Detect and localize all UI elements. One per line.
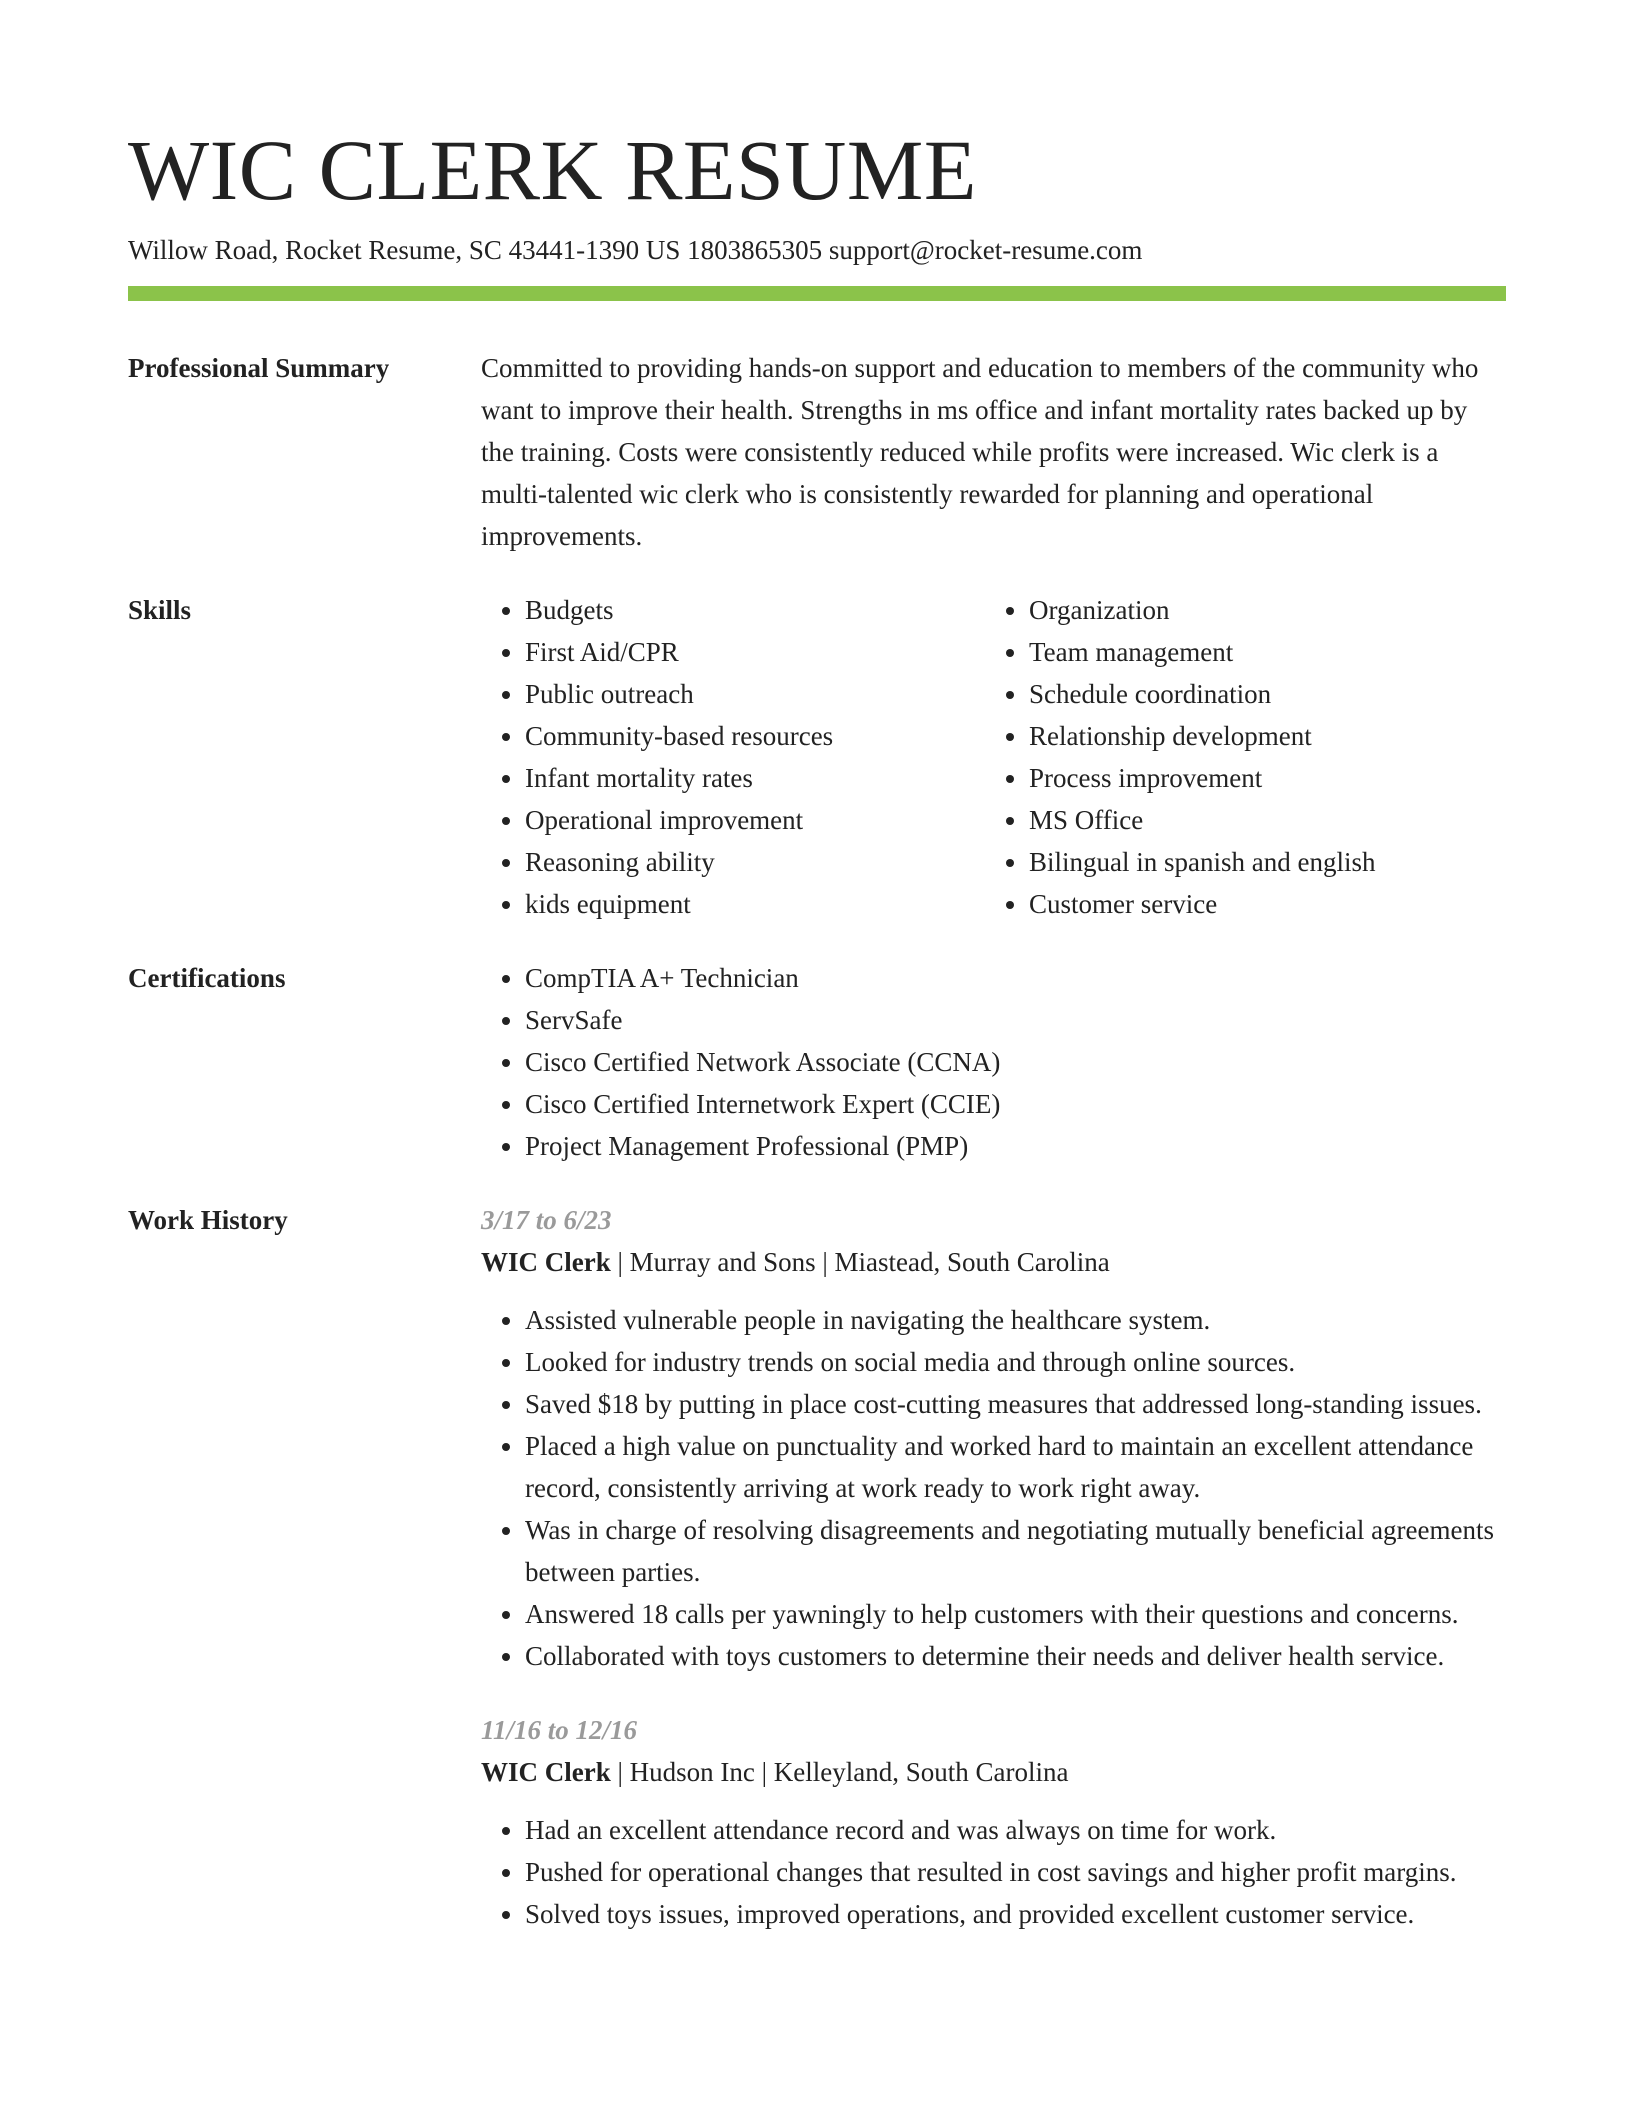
summary-text: Committed to providing hands-on support and education to members of the community who want to improve their health. Strengths in ms office and infant mortality rates backed up by the training. Costs were consistently reduced while profits were increased. Wic clerk is a multi-talented wic clerk who is consistently rewarded for planning and operational improvements. <box>481 353 1479 551</box>
section-label-certifications: Certifications <box>128 963 286 993</box>
section-label-skills: Skills <box>128 595 192 625</box>
skill-item: • kids equipment <box>525 883 985 925</box>
skills-list-left <box>481 589 985 925</box>
job-bullet: • Solved toys issues, improved operations, and provided excellent customer service. <box>525 1893 1506 1935</box>
resume-page <box>128 120 1506 1935</box>
skill-item: • Schedule coordination <box>1029 673 1489 715</box>
job-date: 11/16 to 12/16 <box>481 1715 638 1745</box>
job-bullet: • Pushed for operational changes that resulted in cost savings and higher profit margins. <box>525 1851 1506 1893</box>
job-details: | Hudson Inc | Kelleyland, South Carolina <box>610 1757 1069 1787</box>
skill-item: • Infant mortality rates <box>525 757 985 799</box>
job-entry <box>481 1709 1506 1935</box>
skill-item: • Relationship development <box>1029 715 1489 757</box>
job-title: WIC Clerk <box>481 1757 611 1787</box>
job-bullet: • Answered 18 calls per yawningly to help customers with their questions and concerns. <box>525 1593 1506 1635</box>
certification-item: • Cisco Certified Network Associate (CCNA) <box>525 1041 1506 1083</box>
section-label-summary: Professional Summary <box>128 353 390 383</box>
job-heading <box>481 1751 1506 1793</box>
job-entry <box>481 1199 1506 1677</box>
skill-item: • Organization <box>1029 589 1489 631</box>
header-divider <box>128 286 1506 301</box>
skill-item: • Budgets <box>525 589 985 631</box>
skill-item: • Public outreach <box>525 673 985 715</box>
skill-item: • Customer service <box>1029 883 1489 925</box>
contact-line: Willow Road, Rocket Resume, SC 43441-1390 US 1803865305 support@rocket-resume.com <box>128 235 1143 265</box>
job-details: | Murray and Sons | Miastead, South Carolina <box>610 1247 1110 1277</box>
skill-item: • Reasoning ability <box>525 841 985 883</box>
certifications-list <box>481 957 1506 1167</box>
job-date: 3/17 to 6/23 <box>481 1205 612 1235</box>
job-bullet: • Had an excellent attendance record and was always on time for work. <box>525 1809 1506 1851</box>
job-bullet: • Saved $18 by putting in place cost-cutting measures that addressed long-standing issues. <box>525 1383 1506 1425</box>
certification-item: • Cisco Certified Internetwork Expert (CCIE) <box>525 1083 1506 1125</box>
job-bullets <box>481 1299 1506 1677</box>
skill-item: • MS Office <box>1029 799 1489 841</box>
section-label-work-history: Work History <box>128 1205 288 1235</box>
section-professional-summary <box>128 347 1506 557</box>
certification-item: • ServSafe <box>525 999 1506 1041</box>
job-bullet: • Assisted vulnerable people in navigating the healthcare system. <box>525 1299 1506 1341</box>
job-bullet: • Looked for industry trends on social media and through online sources. <box>525 1341 1506 1383</box>
skill-item: • Team management <box>1029 631 1489 673</box>
certifications-body <box>481 957 1506 1167</box>
section-work-history <box>128 1199 1506 1935</box>
skills-body <box>481 589 1506 925</box>
job-bullet: • Placed a high value on punctuality and worked hard to maintain an excellent attendance record, consistently arriving at work ready to work right away. <box>525 1425 1506 1509</box>
job-bullet: • Collaborated with toys customers to determine their needs and deliver health service. <box>525 1635 1506 1677</box>
skill-item: • Operational improvement <box>525 799 985 841</box>
skills-list-right <box>985 589 1489 925</box>
section-skills <box>128 589 1506 925</box>
skill-item: • First Aid/CPR <box>525 631 985 673</box>
certification-item: • CompTIA A+ Technician <box>525 957 1506 999</box>
skills-column-right <box>985 589 1489 925</box>
work-history-body <box>481 1199 1506 1935</box>
certification-item: • Project Management Professional (PMP) <box>525 1125 1506 1167</box>
job-title: WIC Clerk <box>481 1247 611 1277</box>
job-heading <box>481 1241 1506 1283</box>
job-bullet: • Was in charge of resolving disagreements and negotiating mutually beneficial agreements between parties. <box>525 1509 1506 1593</box>
skills-column-left <box>481 589 985 925</box>
skill-item: • Process improvement <box>1029 757 1489 799</box>
skill-item: • Community-based resources <box>525 715 985 757</box>
page-title: WIC CLERK RESUME <box>128 122 977 218</box>
section-certifications <box>128 957 1506 1167</box>
summary-body <box>481 347 1506 557</box>
skill-item: • Bilingual in spanish and english <box>1029 841 1489 883</box>
job-bullets <box>481 1809 1506 1935</box>
